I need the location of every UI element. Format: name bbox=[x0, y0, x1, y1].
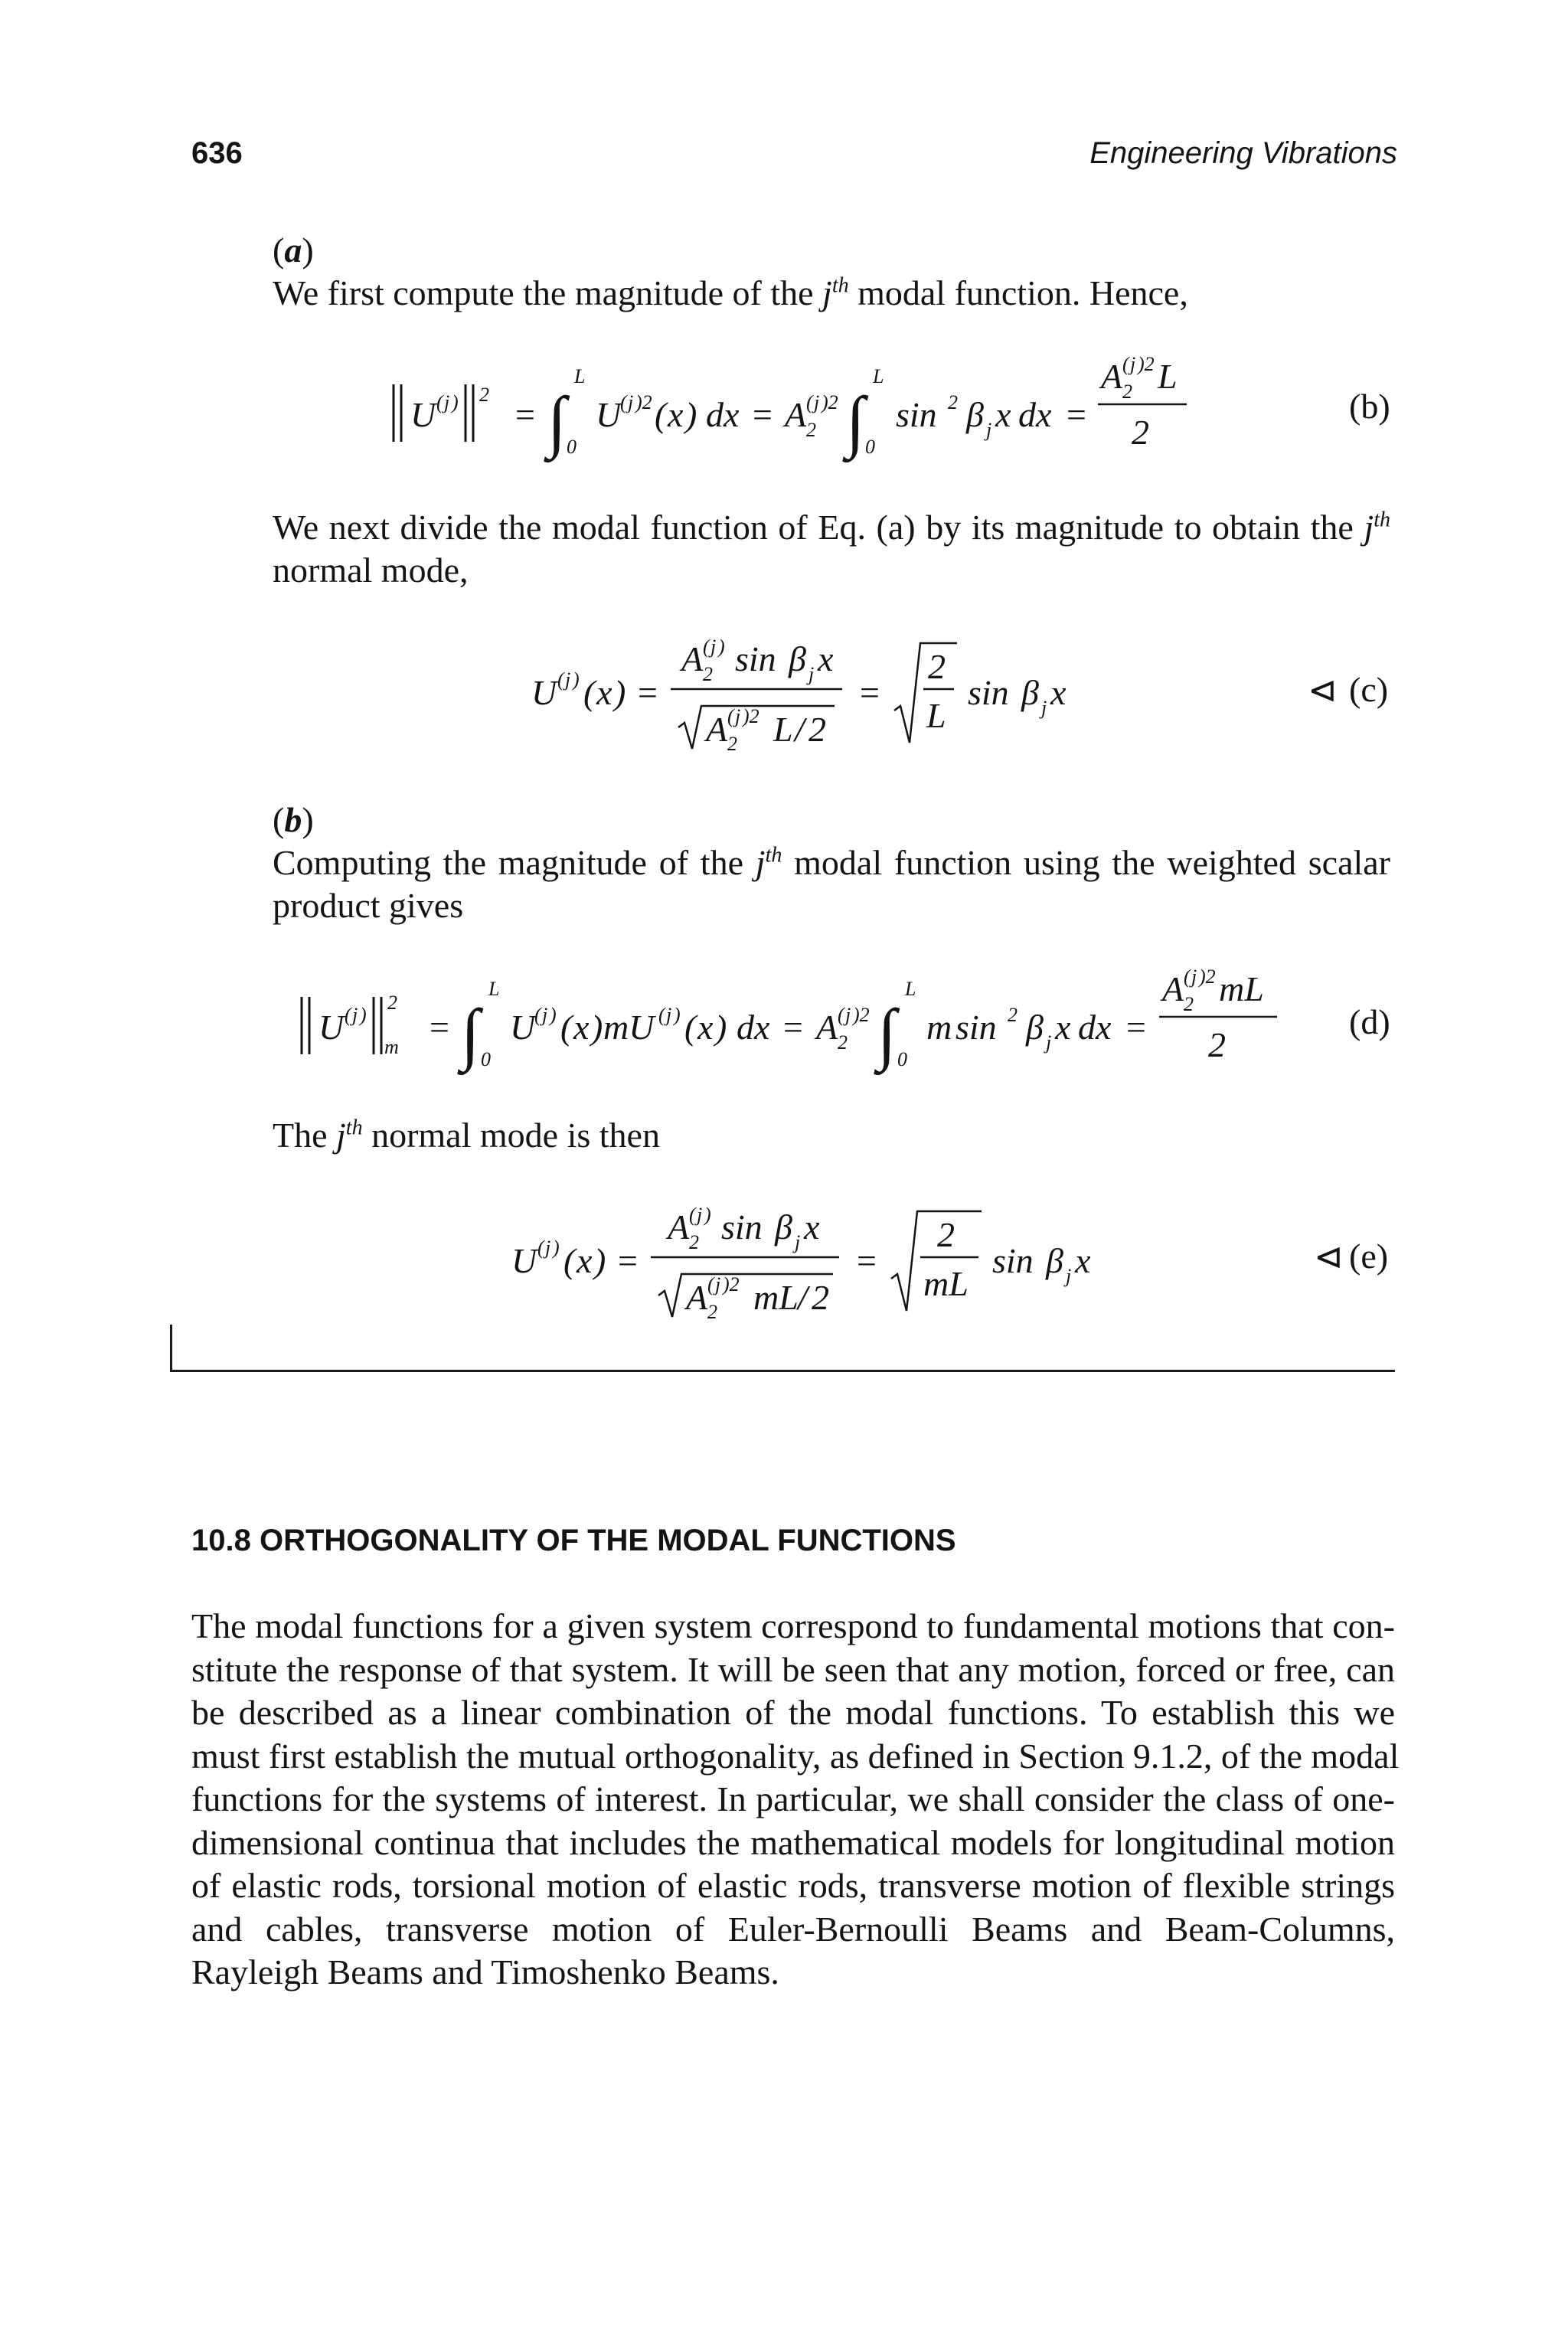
equation-c-label: (c) bbox=[1349, 670, 1389, 709]
svg-text:x: x bbox=[818, 639, 834, 678]
svg-text:2: 2 bbox=[1208, 1025, 1226, 1064]
svg-text:/: / bbox=[798, 1278, 808, 1317]
svg-text:L: L bbox=[926, 696, 946, 735]
equation-c-marker: ⊲ bbox=[1308, 671, 1338, 710]
svg-text:sin: sin bbox=[968, 673, 1009, 712]
svg-text:β: β bbox=[789, 639, 806, 678]
svg-text:(: ( bbox=[557, 668, 564, 691]
svg-text:U: U bbox=[531, 673, 557, 712]
part-b-line2: product gives bbox=[273, 886, 464, 925]
svg-text:2: 2 bbox=[689, 1231, 699, 1253]
svg-text:x: x bbox=[668, 395, 684, 434]
part-a-normal-mode-line: normal mode, bbox=[273, 551, 469, 590]
svg-text:A: A bbox=[686, 1278, 708, 1317]
svg-text:j: j bbox=[542, 1004, 548, 1026]
svg-text:x: x bbox=[577, 1241, 593, 1280]
svg-text:2: 2 bbox=[387, 992, 397, 1014]
svg-text:(: ( bbox=[620, 391, 627, 413]
svg-text:=: = bbox=[427, 1008, 452, 1047]
paragraph-line: dimensional continua that includes the mathematical models for longitudinal motion bbox=[191, 1822, 1395, 1862]
svg-text:j: j bbox=[444, 391, 450, 413]
equation-d bbox=[291, 966, 1302, 1081]
svg-text:2: 2 bbox=[806, 419, 816, 441]
svg-text:U: U bbox=[511, 1241, 537, 1280]
svg-text:): ) bbox=[715, 1008, 727, 1047]
svg-text:j: j bbox=[1191, 965, 1197, 988]
svg-text:A: A bbox=[706, 710, 728, 749]
svg-text:U: U bbox=[596, 395, 622, 434]
svg-text:): ) bbox=[614, 673, 626, 712]
svg-text:j: j bbox=[565, 668, 571, 691]
svg-text:j: j bbox=[715, 1273, 721, 1295]
svg-text:/: / bbox=[795, 710, 805, 749]
svg-text:): ) bbox=[553, 1237, 560, 1259]
paragraph-line: and cables, transverse motion of Euler-Bernoulli Beams and Beam-Columns, bbox=[191, 1909, 1395, 1949]
svg-text:j: j bbox=[628, 391, 634, 413]
svg-text:L: L bbox=[773, 710, 793, 749]
paragraph-line: of elastic rods, torsional motion of elastic rods, transverse motion of flexible strings bbox=[191, 1866, 1395, 1905]
svg-text:x: x bbox=[995, 395, 1011, 434]
section-paragraph bbox=[191, 1605, 1400, 1995]
svg-text:j: j bbox=[697, 1204, 703, 1226]
svg-text:L: L bbox=[905, 978, 916, 1000]
svg-text:(: ( bbox=[1122, 353, 1129, 375]
svg-text:0: 0 bbox=[481, 1048, 491, 1070]
page-number: 636 bbox=[191, 136, 243, 170]
svg-text:A: A bbox=[668, 1207, 690, 1246]
svg-text:j: j bbox=[808, 663, 815, 685]
svg-text:2: 2 bbox=[1184, 993, 1194, 1015]
svg-text:mL: mL bbox=[753, 1278, 799, 1317]
svg-text:2: 2 bbox=[928, 647, 946, 686]
svg-text:x: x bbox=[804, 1207, 820, 1246]
svg-text:sin: sin bbox=[721, 1207, 763, 1246]
svg-text:2: 2 bbox=[703, 663, 713, 685]
svg-text:j: j bbox=[1041, 697, 1047, 719]
svg-text:sin: sin bbox=[735, 639, 776, 678]
svg-text:A: A bbox=[816, 1008, 838, 1047]
paragraph-line: must first establish the mutual orthogonality, as defined in Section 9.1.2, of the modal bbox=[191, 1736, 1400, 1776]
svg-text:m: m bbox=[926, 1008, 952, 1047]
svg-text:): ) bbox=[452, 391, 459, 413]
svg-text:0: 0 bbox=[897, 1048, 907, 1070]
example-end-rule-horizontal bbox=[170, 1370, 1395, 1372]
paragraph-line: The modal functions for a given system correspond to fundamental motions that con- bbox=[191, 1606, 1395, 1645]
svg-text:(: ( bbox=[537, 1237, 544, 1259]
svg-text:L: L bbox=[1158, 357, 1178, 396]
svg-text:=: = bbox=[1064, 395, 1089, 434]
svg-text:): ) bbox=[591, 1008, 603, 1047]
svg-text:j: j bbox=[352, 1004, 358, 1026]
paragraph-line: be described as a linear combination of the modal functions. To establish this we bbox=[191, 1693, 1395, 1732]
equation-d-label: (d) bbox=[1349, 1002, 1390, 1041]
svg-text:(: ( bbox=[806, 391, 813, 413]
section-heading: 10.8 ORTHOGONALITY OF THE MODAL FUNCTIONS bbox=[191, 1524, 956, 1557]
svg-text:2: 2 bbox=[937, 1215, 955, 1254]
svg-text:j: j bbox=[545, 1237, 551, 1259]
paragraph-line: stitute the response of that system. It will be seen that any motion, forced or free, can bbox=[191, 1649, 1395, 1689]
svg-text:)2: )2 bbox=[853, 1004, 870, 1026]
svg-text:(: ( bbox=[703, 635, 710, 658]
svg-text:U: U bbox=[318, 1008, 345, 1047]
svg-text:(: ( bbox=[727, 705, 734, 727]
svg-text:j: j bbox=[814, 391, 820, 413]
svg-text:2: 2 bbox=[812, 1278, 829, 1317]
equation-c bbox=[528, 628, 1080, 758]
svg-text:): ) bbox=[674, 1004, 681, 1026]
svg-text:mU: mU bbox=[603, 1008, 655, 1047]
svg-text:j: j bbox=[1046, 1031, 1052, 1054]
svg-text:(: ( bbox=[436, 391, 443, 413]
svg-text:U: U bbox=[410, 395, 436, 434]
svg-text:): ) bbox=[360, 1004, 367, 1026]
equation-e-label: (e) bbox=[1349, 1237, 1389, 1276]
svg-text:m: m bbox=[384, 1036, 399, 1058]
svg-text:A: A bbox=[785, 395, 807, 434]
svg-text:): ) bbox=[594, 1241, 606, 1280]
svg-text:)2: )2 bbox=[822, 391, 838, 413]
svg-text:β: β bbox=[1021, 673, 1039, 712]
svg-text:)2: )2 bbox=[723, 1273, 740, 1295]
svg-text:=: = bbox=[616, 1241, 640, 1280]
svg-text:j: j bbox=[735, 705, 741, 727]
svg-text:2: 2 bbox=[838, 1031, 848, 1054]
part-b-then-line: The $j^{th}$ normal mode is then bbox=[273, 1116, 660, 1155]
svg-text:(: ( bbox=[560, 1008, 573, 1047]
svg-text:0: 0 bbox=[567, 436, 577, 458]
svg-text:(: ( bbox=[838, 1004, 844, 1026]
equation-e-marker: ⊲ bbox=[1314, 1237, 1344, 1276]
svg-text:A: A bbox=[1101, 357, 1123, 396]
svg-text:j: j bbox=[795, 1231, 801, 1253]
svg-text:x: x bbox=[1075, 1241, 1091, 1280]
svg-text:): ) bbox=[685, 395, 697, 434]
svg-text:2: 2 bbox=[948, 391, 958, 413]
svg-text:∫: ∫ bbox=[877, 996, 897, 1072]
equation-e bbox=[508, 1196, 1090, 1326]
svg-text:L: L bbox=[488, 978, 500, 1000]
svg-text:): ) bbox=[550, 1004, 557, 1026]
svg-text:=: = bbox=[750, 395, 775, 434]
running-header-title: Engineering Vibrations bbox=[1089, 136, 1397, 170]
svg-text:mL: mL bbox=[1219, 969, 1264, 1008]
svg-text:2: 2 bbox=[808, 710, 826, 749]
svg-text:(: ( bbox=[534, 1004, 541, 1026]
svg-text:x: x bbox=[596, 673, 612, 712]
svg-text:(: ( bbox=[564, 1241, 576, 1280]
svg-text:(: ( bbox=[707, 1273, 714, 1295]
svg-text:∫: ∫ bbox=[461, 996, 480, 1072]
svg-text:=: = bbox=[635, 673, 660, 712]
svg-text:β: β bbox=[775, 1207, 792, 1246]
svg-text:2: 2 bbox=[707, 1301, 717, 1323]
svg-text:j: j bbox=[710, 635, 717, 658]
svg-text:dx: dx bbox=[1018, 395, 1052, 434]
svg-text:sin: sin bbox=[896, 395, 937, 434]
svg-text:): ) bbox=[718, 635, 725, 658]
svg-text:j: j bbox=[986, 419, 992, 441]
svg-text:L: L bbox=[873, 365, 884, 387]
svg-text:(: ( bbox=[655, 395, 667, 434]
svg-text:(: ( bbox=[658, 1004, 665, 1026]
svg-text:2: 2 bbox=[1008, 1004, 1018, 1026]
svg-text:)2: )2 bbox=[1138, 353, 1155, 375]
svg-text:=: = bbox=[1124, 1008, 1148, 1047]
svg-text:x: x bbox=[1050, 673, 1067, 712]
part-b-label: (b) bbox=[273, 800, 314, 839]
svg-text:2: 2 bbox=[1122, 381, 1132, 403]
equation-b bbox=[390, 354, 1217, 469]
svg-text:sin: sin bbox=[992, 1241, 1034, 1280]
svg-text:(: ( bbox=[345, 1004, 351, 1026]
svg-text:mL: mL bbox=[923, 1264, 969, 1303]
svg-text:∫: ∫ bbox=[547, 384, 567, 459]
svg-text:β: β bbox=[966, 395, 984, 434]
svg-text:j: j bbox=[1066, 1265, 1072, 1287]
svg-text:)2: )2 bbox=[1199, 965, 1216, 988]
svg-text:j: j bbox=[666, 1004, 672, 1026]
svg-text:x: x bbox=[697, 1008, 714, 1047]
svg-text:(: ( bbox=[689, 1204, 696, 1226]
svg-text:2: 2 bbox=[479, 384, 489, 406]
svg-text:x: x bbox=[1055, 1008, 1071, 1047]
equation-b-label: (b) bbox=[1349, 387, 1390, 426]
svg-text:=: = bbox=[858, 673, 882, 712]
svg-text:): ) bbox=[704, 1204, 711, 1226]
svg-text:x: x bbox=[573, 1008, 590, 1047]
paragraph-line: Rayleigh Beams and Timoshenko Beams. bbox=[191, 1952, 779, 1991]
svg-text:U: U bbox=[510, 1008, 536, 1047]
svg-text:): ) bbox=[573, 668, 580, 691]
part-b-line1: Computing the magnitude of the $j^{th}$ modal function using the weighted scalar bbox=[273, 843, 1390, 882]
svg-text:0: 0 bbox=[865, 436, 875, 458]
svg-text:dx: dx bbox=[706, 395, 740, 434]
svg-text:A: A bbox=[1162, 969, 1184, 1008]
svg-text:β: β bbox=[1026, 1008, 1044, 1047]
part-a-divide-line: We next divide the modal function of Eq. (a) by its magnitude to obtain the $j^{th}$ bbox=[273, 508, 1391, 547]
svg-text:(: ( bbox=[583, 673, 596, 712]
svg-text:)2: )2 bbox=[635, 391, 652, 413]
svg-text:2: 2 bbox=[727, 733, 737, 755]
svg-text:=: = bbox=[513, 395, 537, 434]
svg-text:)2: )2 bbox=[743, 705, 760, 727]
part-a-label: (a) bbox=[273, 230, 314, 270]
svg-text:L: L bbox=[574, 365, 586, 387]
svg-text:=: = bbox=[781, 1008, 805, 1047]
part-a-intro: We first compute the magnitude of the $j^{th}$ modal function. Hence, bbox=[273, 273, 1188, 312]
svg-text:dx: dx bbox=[737, 1008, 770, 1047]
svg-text:β: β bbox=[1046, 1241, 1063, 1280]
svg-text:dx: dx bbox=[1078, 1008, 1112, 1047]
svg-text:(: ( bbox=[684, 1008, 697, 1047]
paragraph-line: functions for the systems of interest. In particular, we shall consider the class of one- bbox=[191, 1779, 1395, 1818]
svg-text:j: j bbox=[1130, 353, 1136, 375]
svg-text:2: 2 bbox=[1132, 413, 1149, 452]
svg-text:=: = bbox=[854, 1241, 879, 1280]
svg-text:(: ( bbox=[1184, 965, 1191, 988]
svg-text:A: A bbox=[681, 639, 704, 678]
svg-text:j: j bbox=[845, 1004, 851, 1026]
svg-text:∫: ∫ bbox=[846, 384, 865, 459]
example-end-rule-vertical bbox=[170, 1325, 172, 1372]
svg-text:sin: sin bbox=[956, 1008, 997, 1047]
